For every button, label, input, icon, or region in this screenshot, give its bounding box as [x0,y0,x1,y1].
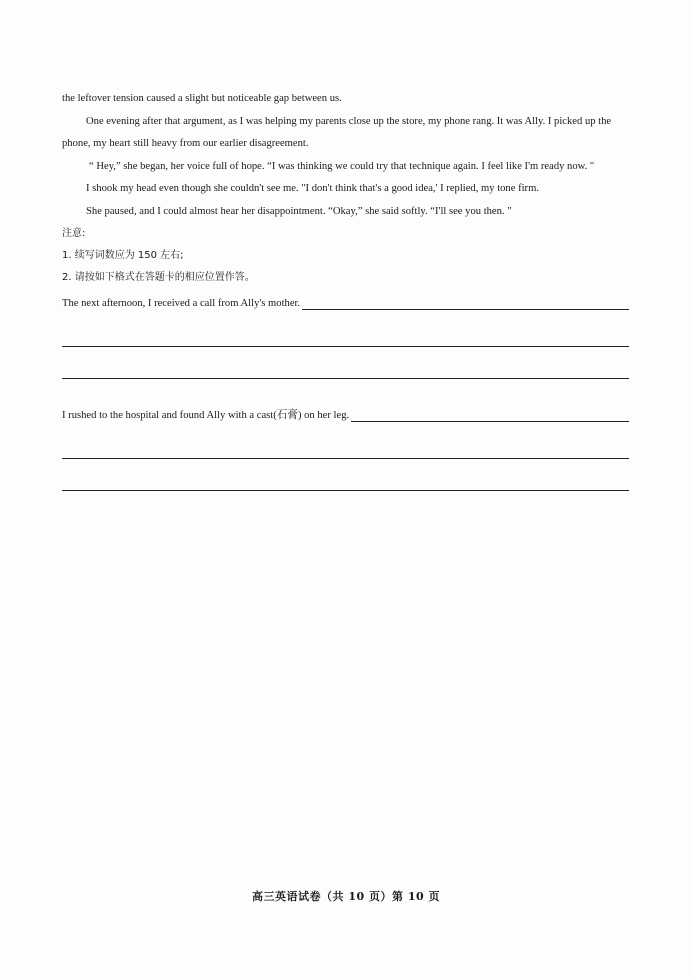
writing-prompt-row-1 [62,293,629,315]
note-item-2: 2. 请按如下格式在答题卡的相应位置作答。 [62,272,255,283]
writing-prompt-2: I rushed to the hospital and found Ally with a cast(石膏) on her leg. [62,409,350,421]
writing-section-1 [62,293,629,379]
section-spacer [62,379,634,401]
notes-heading: 注意: [62,228,86,239]
passage-paragraph-5: She paused, and I could almost hear her disappointment. “Okay,” she said softly. “I'll see you then. " [86,205,512,217]
answer-line[interactable] [62,427,629,459]
writing-prompt-1: The next afternoon, I received a call from Ally's mother. [62,297,301,309]
page-footer: 高三英语试卷（共 10 页）第 10 页 [252,890,440,903]
writing-section-2 [62,405,629,491]
note-item-1: 1. 续写词数应为 150 左右; [62,250,184,261]
answer-line[interactable] [302,308,629,310]
answer-line[interactable] [62,459,629,491]
passage-paragraph-3: “ Hey,” she began, her voice full of hope. “I was thinking we could try that technique again. I feel like I'm ready now. " [89,160,595,172]
answer-line[interactable] [62,315,629,347]
passage-line-1: the leftover tension caused a slight but noticeable gap between us. [62,93,342,104]
page-content [62,88,634,491]
answer-line[interactable] [351,420,629,422]
answer-line[interactable] [62,347,629,379]
writing-prompt-row-2 [62,405,629,427]
passage-paragraph-2: One evening after that argument, as I was helping my parents close up the store, my phone rang. It was Ally. I picked up the phone, my heart still heavy from our earlier disagreement. [62,115,612,149]
passage-paragraph-4: I shook my head even though she couldn't see me. "I don't think that's a good idea,' I replied, my tone firm. [86,183,539,194]
